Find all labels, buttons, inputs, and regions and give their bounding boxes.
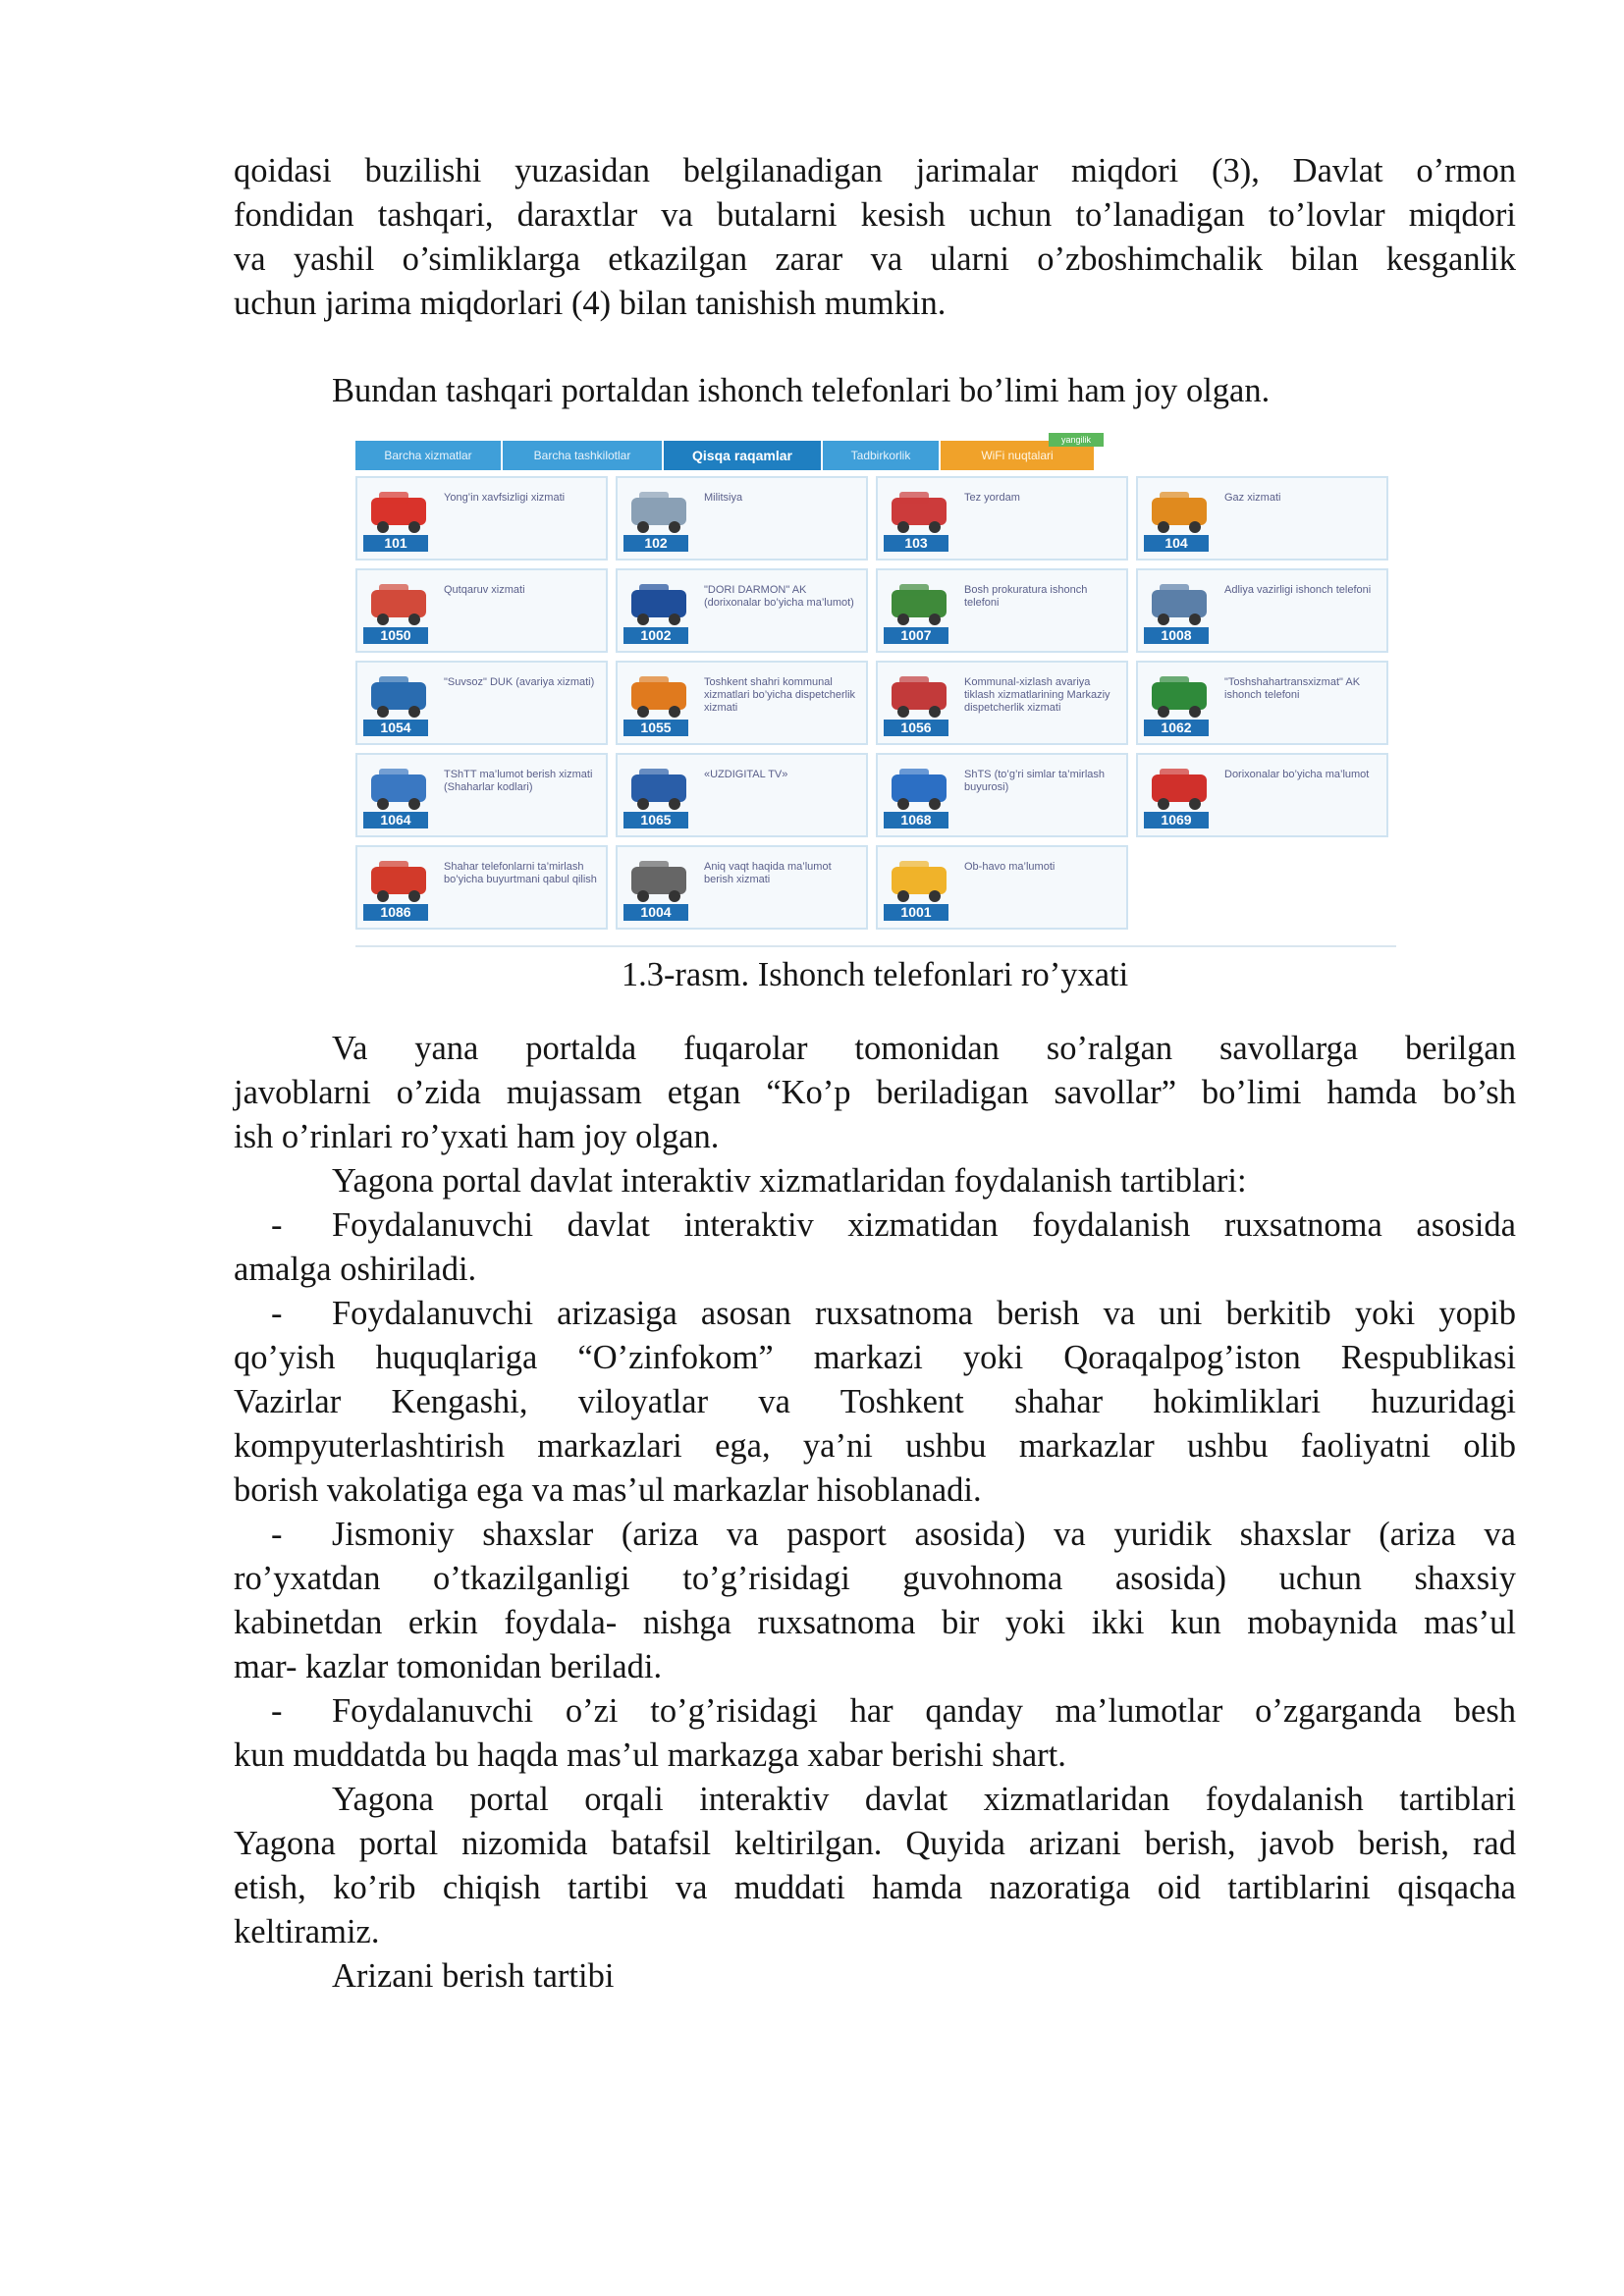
sun-cloud-icon [886, 855, 952, 906]
hotline-card[interactable] [616, 753, 868, 837]
hotline-label: Militsiya [704, 492, 743, 504]
tab-short-numbers[interactable]: Qisqa raqamlar [664, 441, 821, 470]
tab-wifi-points[interactable]: WiFi nuqtalari [941, 441, 1094, 470]
hotline-card[interactable] [355, 753, 608, 837]
hotline-card[interactable] [616, 845, 868, 930]
text-line [234, 1689, 1516, 1734]
ministry-building-icon [1146, 578, 1213, 629]
text-line: etish, ko’rib chiqish tartibi va muddati hamda nazoratiga oid tartiblarini qisqacha [234, 1869, 1516, 1906]
line-text: Jismoniy shaxslar (ariza va pasport asosida) va yuridik shaxslar (ariza va [332, 1516, 1516, 1553]
text-line: Va yana portalda fuqarolar tomonidan so’ralgan savollarga berilgan [332, 1030, 1516, 1067]
hotline-number: 1069 [1144, 812, 1209, 828]
text-line: Yagona portal orqali interaktiv davlat xizmatlaridan foydalanish tartiblari [332, 1781, 1516, 1818]
portal-rules-paragraph [234, 1778, 1516, 1954]
text-line: ro’yxatdan o’tkazilganligi to’g’risidagi guvohnoma asosida) uchun shaxsiy [234, 1560, 1516, 1597]
pharmacy-logo-icon [625, 578, 692, 629]
hotline-label: Tez yordam [964, 492, 1020, 504]
hotline-number: 101 [363, 535, 428, 552]
hotline-number: 1054 [363, 720, 428, 736]
hotline-label: Qutqaruv xizmati [444, 584, 525, 596]
hotline-card[interactable] [616, 661, 868, 745]
hotline-card[interactable] [355, 661, 608, 745]
text-line [234, 1292, 1516, 1336]
suvsoz-logo-icon [365, 670, 432, 721]
bullet-2 [234, 1292, 1516, 1513]
hotline-figure [355, 435, 1396, 951]
bullet-4 [234, 1689, 1516, 1778]
dash-marker: - [271, 1295, 283, 1332]
text-line: Yagona portal nizomida batafsil keltirilgan. Quyida arizani berish, javob berish, rad [234, 1825, 1516, 1862]
hotline-number: 1007 [884, 627, 948, 644]
uzdigital-logo-icon [625, 763, 692, 814]
figure-divider [355, 945, 1396, 947]
hotline-card[interactable] [355, 568, 608, 653]
hotline-number: 1001 [884, 904, 948, 921]
hotline-number: 102 [623, 535, 688, 552]
hotline-number: 1068 [884, 812, 948, 828]
helicopter-icon [365, 578, 432, 629]
line-text: Foydalanuvchi o’zi to’g’risidagi har qanday ma’lumotlar o’zgarganda besh [332, 1692, 1516, 1730]
bullet-1 [234, 1203, 1516, 1292]
hotline-label: "DORI DARMON" AK (dorixonalar bo’yicha ma’lumot) [704, 584, 854, 609]
hotline-number: 1002 [623, 627, 688, 644]
text-line: kun muddatda bu haqda mas’ul markazga xabar berishi shart. [234, 1736, 1066, 1774]
hotline-card[interactable] [1136, 568, 1388, 653]
line-text: Foydalanuvchi davlat interaktiv xizmatidan foydalanish ruxsatnoma asosida [332, 1206, 1516, 1244]
hotline-label: Aniq vaqt haqida ma’lumot berish xizmati [704, 861, 832, 885]
hotline-number: 1004 [623, 904, 688, 921]
figure-tabs [355, 441, 1096, 470]
hotline-label: ShTS (to’g’ri simlar ta’mirlash buyurosi) [964, 769, 1106, 793]
hotline-number: 1062 [1144, 720, 1209, 736]
hotline-card[interactable] [1136, 753, 1388, 837]
tab-all-services[interactable]: Barcha xizmatlar [355, 441, 501, 470]
hotline-label: Yong’in xavfsizligi xizmati [444, 492, 566, 504]
text-line [234, 1513, 1516, 1557]
hotline-label: TShTT ma’lumot berish xizmati (Shaharlar kodlari) [444, 769, 593, 793]
hotline-label: Toshkent shahri kommunal xizmatlari bo’yicha dispetcherlik xizmati [704, 676, 856, 714]
hotline-label: Gaz xizmati [1224, 492, 1281, 504]
clock-icon [625, 855, 692, 906]
text-line: keltiramiz. [234, 1913, 380, 1950]
hotline-label: "Suvsoz" DUK (avariya xizmati) [444, 676, 595, 688]
hotline-card[interactable] [876, 661, 1128, 745]
hotline-number: 1064 [363, 812, 428, 828]
hotline-label: «UZDIGITAL TV» [704, 769, 788, 780]
text-line: kabinetdan erkin foydala- nishga ruxsatnoma bir yoki ikki kun mobaynida mas’ul [234, 1604, 1516, 1641]
text-line: qo’yish huquqlariga “O’zinfokom” markazi yoki Qoraqalpog’iston Respublikasi [234, 1339, 1516, 1376]
hotline-card[interactable] [876, 568, 1128, 653]
hotline-card[interactable] [355, 845, 608, 930]
text-line: kompyuterlashtirish markazlari ega, ya’ni ushbu markazlar ushbu faoliyatni olib [234, 1427, 1516, 1465]
text-line: amalga oshiriladi. [234, 1251, 477, 1288]
hotline-label: "Toshshahartransxizmat" AK ishonch telefoni [1224, 676, 1361, 701]
hotline-label: Adliya vazirligi ishonch telefoni [1224, 584, 1372, 596]
hotline-grid [355, 476, 1396, 930]
telephone-icon [365, 855, 432, 906]
text-line: Vazirlar Kengashi, viloyatlar va Toshkent shahar hokimliklari huzuridagi [234, 1383, 1516, 1420]
bus-icon [1146, 670, 1213, 721]
hotline-number: 1008 [1144, 627, 1209, 644]
hotline-number: 1086 [363, 904, 428, 921]
text-line: uchun jarima miqdorlari (4) bilan tanishish mumkin. [234, 285, 947, 322]
text-line: mar- kazlar tomonidan beriladi. [234, 1648, 663, 1685]
bullet-3 [234, 1513, 1516, 1689]
hotline-card[interactable] [616, 568, 868, 653]
hotline-card[interactable] [355, 476, 608, 561]
hotline-card[interactable] [1136, 661, 1388, 745]
megaphone-icon [886, 670, 952, 721]
hotline-number: 103 [884, 535, 948, 552]
dash-marker: - [271, 1206, 283, 1244]
new-badge: yangilik [1049, 433, 1104, 447]
map-pin-icon [365, 763, 432, 814]
hotline-number: 1055 [623, 720, 688, 736]
hotline-label: Kommunal-xizlash avariya tiklash xizmatlarining Markaziy dispetcherlik xizmati [964, 676, 1110, 714]
line-text: Foydalanuvchi arizasiga asosan ruxsatnoma berish va uni berkitib yoki yopib [332, 1295, 1516, 1332]
document-page [234, 149, 1516, 1999]
fire-truck-icon [365, 486, 432, 537]
figure-caption: 1.3-rasm. Ishonch telefonlari ro’yxati [621, 956, 1129, 993]
eye-logo-icon [625, 670, 692, 721]
hotline-card[interactable] [876, 845, 1128, 930]
text-line [234, 1203, 1516, 1248]
police-car-icon [625, 486, 692, 537]
rules-heading: Yagona portal davlat interaktiv xizmatlaridan foydalanish tartiblari: [332, 1162, 1247, 1200]
faq-paragraph [234, 1027, 1516, 1159]
hotline-card[interactable] [876, 476, 1128, 561]
hotline-card[interactable] [876, 753, 1128, 837]
pills-icon [1146, 763, 1213, 814]
tab-all-organizations[interactable]: Barcha tashkilotlar [503, 441, 662, 470]
hotline-label: Dorixonalar bo’yicha ma’lumot [1224, 769, 1370, 780]
hotline-number: 1050 [363, 627, 428, 644]
hotline-label: Bosh prokuratura ishonch telefoni [964, 584, 1088, 609]
dash-marker: - [271, 1692, 283, 1730]
hotline-number: 1065 [623, 812, 688, 828]
prosecutor-emblem-icon [886, 578, 952, 629]
intro-paragraph [234, 149, 1516, 326]
hotline-number: 1056 [884, 720, 948, 736]
text-line: javoblarni o’zida mujassam etgan “Ko’p beriladigan savollar” bo’limi hamda bo’sh [234, 1074, 1516, 1111]
ambulance-icon [886, 486, 952, 537]
hotline-label: Ob-havo ma’lumoti [964, 861, 1056, 873]
hotline-card[interactable] [1136, 476, 1388, 561]
tab-business[interactable]: Tadbirkorlik [823, 441, 939, 470]
dash-marker: - [271, 1516, 283, 1553]
text-line: borish vakolatiga ega va mas’ul markazlar hisoblanadi. [234, 1471, 982, 1509]
hotline-number: 104 [1144, 535, 1209, 552]
hotline-card[interactable] [616, 476, 868, 561]
hotline-label: Shahar telefonlarni ta’mirlash bo’yicha buyurtmani qabul qilish [444, 861, 597, 885]
section-heading: Arizani berish tartibi [332, 1957, 615, 1995]
text-line: ish o’rinlari ro’yxati ham joy olgan. [234, 1118, 720, 1155]
gas-truck-icon [1146, 486, 1213, 537]
text-line: qoidasi buzilishi yuzasidan belgilanadigan jarimalar miqdori (3), Davlat o’rmon [234, 152, 1516, 189]
portal-sentence: Bundan tashqari portaldan ishonch telefonlari bo’limi ham joy olgan. [332, 372, 1271, 409]
text-line: va yashil o’simliklarga etkazilgan zarar va ularni o’zboshimchalik bilan kesganlik [234, 240, 1516, 278]
text-line: fondidan tashqari, daraxtlar va butalarni kesish uchun to’lanadigan to’lovlar miqdori [234, 196, 1516, 234]
globe-icon [886, 763, 952, 814]
